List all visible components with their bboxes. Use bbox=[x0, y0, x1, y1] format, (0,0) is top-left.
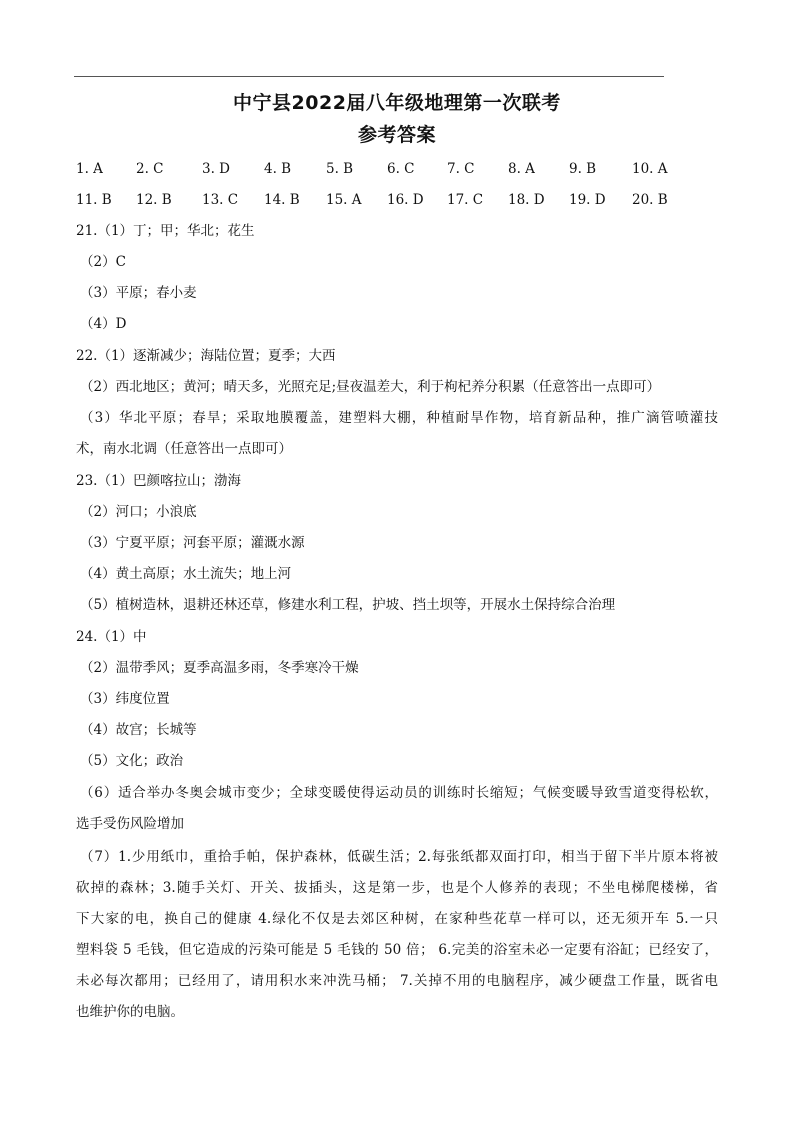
q23-part4: （4）黄土高原；水土流失；地上河 bbox=[80, 566, 292, 582]
q21-part2: （2）C bbox=[80, 254, 126, 270]
header-rule bbox=[74, 76, 664, 77]
q23-part5: （5）植树造林，退耕还林还草，修建水利工程，护坡、挡土坝等，开展水土保持综合治理 bbox=[80, 597, 616, 613]
choice-answer: 6. C bbox=[387, 161, 415, 177]
choice-answer: 9. B bbox=[569, 161, 597, 177]
q24-part6-line2: 选手受伤风险增加 bbox=[76, 816, 184, 832]
q23-part1: 23.（1）巴颜喀拉山；渤海 bbox=[76, 473, 242, 489]
choice-answer: 17. C bbox=[447, 192, 484, 208]
choice-answer: 15. A bbox=[326, 192, 362, 208]
q21-part3: （3）平原；春小麦 bbox=[80, 285, 197, 301]
choice-answer: 14. B bbox=[264, 192, 300, 208]
choice-answer: 11. B bbox=[76, 192, 112, 208]
q22-part2: （2）西北地区；黄河；晴天多，光照充足;昼夜温差大，利于枸杞养分积累（任意答出一点即可） bbox=[80, 379, 661, 395]
q21-part4: （4）D bbox=[80, 316, 127, 332]
document-title: 中宁县2022届八年级地理第一次联考 bbox=[233, 92, 561, 114]
q23-part3: （3）宁夏平原；河套平原；灌溉水源 bbox=[80, 535, 305, 551]
q21-part1: 21.（1）丁；甲；华北；花生 bbox=[76, 223, 255, 239]
choice-answer: 13. C bbox=[202, 192, 239, 208]
choice-answers-row-1 bbox=[76, 161, 716, 183]
document-subtitle: 参考答案 bbox=[357, 124, 436, 146]
choice-answer: 12. B bbox=[136, 192, 172, 208]
choice-answer: 2. C bbox=[136, 161, 164, 177]
choice-answer: 16. D bbox=[387, 192, 424, 208]
choice-answer: 19. D bbox=[569, 192, 606, 208]
choice-answer: 18. D bbox=[508, 192, 545, 208]
choice-answer: 3. D bbox=[202, 161, 230, 177]
choice-answer: 8. A bbox=[508, 161, 535, 177]
choice-answer: 1. A bbox=[76, 161, 103, 177]
q24-part4: （4）故宫；长城等 bbox=[80, 722, 197, 738]
choice-answer: 7. C bbox=[447, 161, 475, 177]
q24-part3: （3）纬度位置 bbox=[80, 691, 170, 707]
q24-part5: （5）文化；政治 bbox=[80, 753, 184, 769]
q24-part7-line3: 下大家的电，换自己的健康 4.绿化不仅是去郊区种树，在家种些花草一样可以，还无须开车 5.一只 bbox=[76, 911, 718, 927]
choice-answer: 5. B bbox=[326, 161, 354, 177]
q22-part1: 22.（1）逐渐减少；海陆位置；夏季；大西 bbox=[76, 348, 336, 364]
choice-answer: 4. B bbox=[264, 161, 292, 177]
choice-answers-row-2 bbox=[76, 192, 716, 214]
q24-part1: 24.（1）中 bbox=[76, 629, 147, 645]
q24-part6-line1: （6）适合举办冬奥会城市变少；全球变暖使得运动员的训练时长缩短；气候变暖导致雪道变得松软， bbox=[80, 785, 718, 801]
q22-part3-line1: （3）华北平原；春旱；采取地膜覆盖，建塑料大棚，种植耐旱作物，培育新品种，推广滴管喷灌技 bbox=[80, 410, 718, 426]
q23-part2: （2）河口；小浪底 bbox=[80, 504, 197, 520]
choice-answer: 10. A bbox=[632, 161, 668, 177]
choice-answer: 20. B bbox=[632, 192, 668, 208]
q24-part7-line2: 砍掉的森林；3.随手关灯、开关、拔插头，这是第一步，也是个人修养的表现；不坐电梯爬楼梯，省 bbox=[76, 880, 718, 896]
q24-part7-line4: 塑料袋 5 毛钱，但它造成的污染可能是 5 毛钱的 50 倍； 6.完美的浴室未必一定要有浴缸；已经安了， bbox=[76, 942, 718, 958]
q24-part7-line1: （7）1.少用纸巾，重拾手帕，保护森林，低碳生活；2.每张纸都双面打印，相当于留下半片原本将被 bbox=[80, 849, 718, 865]
q24-part7-line5: 未必每次都用；已经用了，请用积水来冲洗马桶； 7.关掉不用的电脑程序，减少硬盘工作量，既省电 bbox=[76, 973, 718, 989]
q24-part2: （2）温带季风；夏季高温多雨，冬季寒冷干燥 bbox=[80, 660, 359, 676]
q22-part3-line2: 术，南水北调（任意答出一点即可） bbox=[76, 441, 292, 457]
q24-part7-line6: 也维护你的电脑。 bbox=[76, 1004, 184, 1020]
